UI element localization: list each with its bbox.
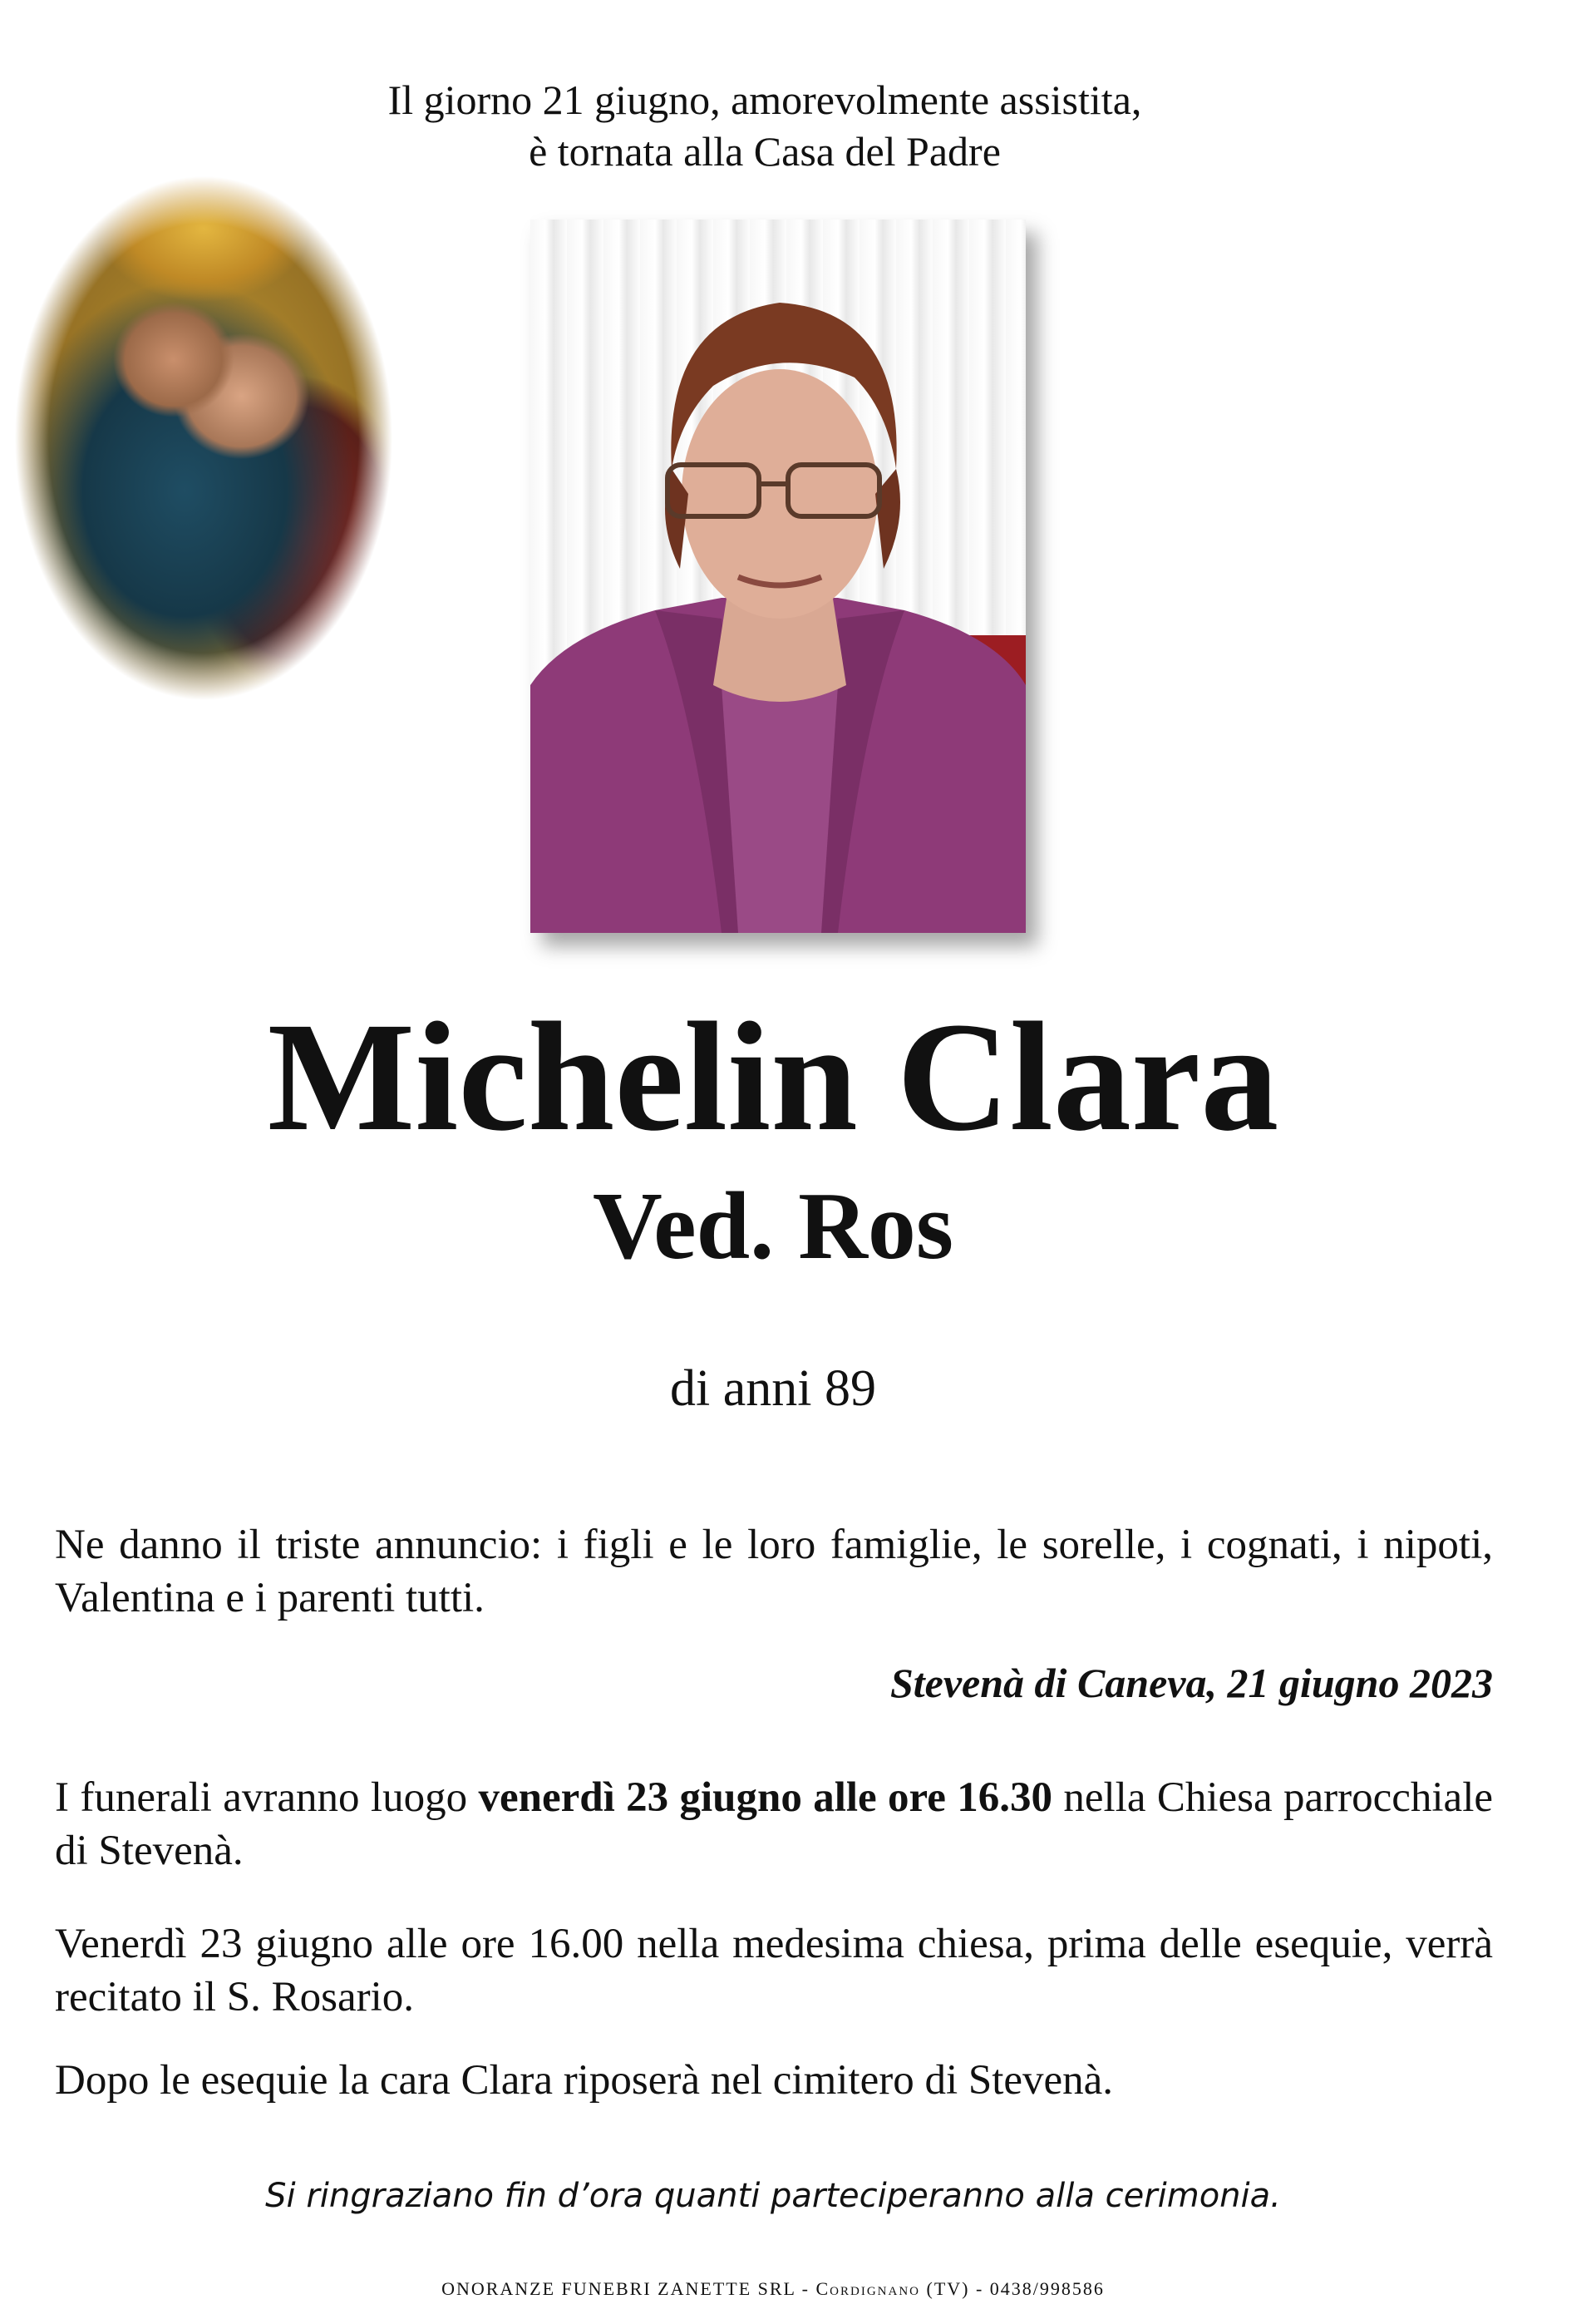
- funeral-text-before: I funerali avranno luogo: [55, 1774, 479, 1821]
- announcement-text: Ne danno il triste annuncio: i figli e le loro famiglie, le sorelle, i cognati, i nipoti, Valentina e i parenti tutti.: [55, 1522, 1493, 1621]
- footer-funeral-home: [0, 2277, 1546, 2302]
- funeral-text: [55, 1771, 1493, 1877]
- rosary-text: Venerdì 23 giugno alle ore 16.00 nella medesima chiesa, prima delle esequie, verrà recitato il S. Rosario.: [55, 1921, 1493, 2020]
- footer-text: ONORANZE FUNEBRI ZANETTE SRL - Cordignano (TV) - 0438/998586: [441, 2278, 1105, 2299]
- funeral-date-time: venerdì 23 giugno alle ore 16.30: [478, 1774, 1053, 1821]
- intro-line-1: Il giorno 21 giugno, amorevolmente assistita,: [387, 76, 1142, 123]
- deceased-subname: Ved. Ros: [592, 1173, 954, 1280]
- thanks-text: Si ringraziano fin d’ora quanti parteciperanno alla cerimonia.: [265, 2177, 1281, 2215]
- burial-text: Dopo le esequie la cara Clara riposerà nel cimitero di Stevenà.: [55, 2057, 1114, 2104]
- portrait-photo: [530, 220, 1026, 933]
- funeral-text-after: nella Chiesa parrocchiale di Stevenà.: [55, 1774, 1493, 1874]
- deceased-name: Michelin Clara: [267, 989, 1279, 1163]
- madonna-image: [15, 176, 392, 700]
- place-date: Stevenà di Caneva, 21 giugno 2023: [889, 1660, 1493, 1706]
- deceased-age: di anni 89: [670, 1360, 876, 1417]
- intro-line-2: è tornata alla Casa del Padre: [529, 128, 1001, 175]
